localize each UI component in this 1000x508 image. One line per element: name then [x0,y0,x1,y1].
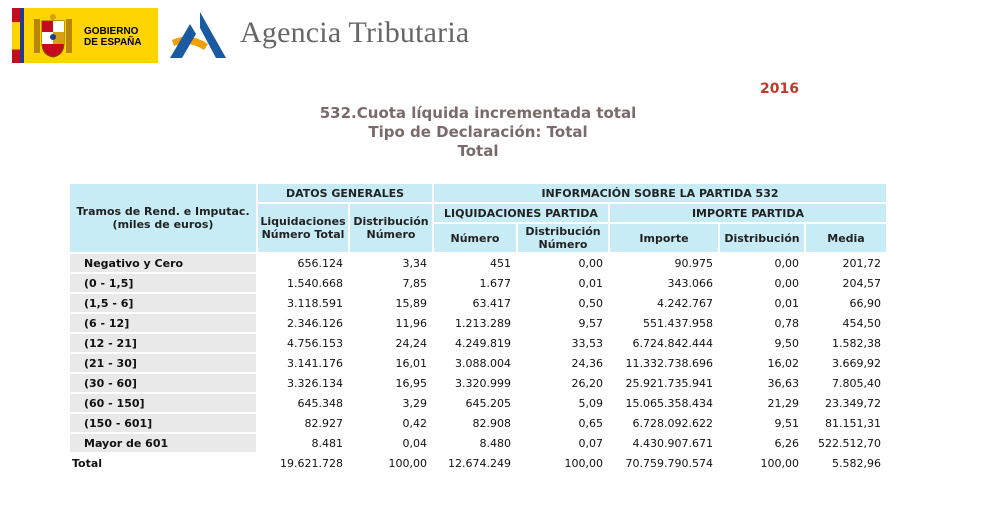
cell: 0,00 [518,254,608,272]
cell: 5.582,96 [806,454,886,472]
row-label: (0 - 1,5] [70,274,256,292]
col-numero: Número [434,224,516,252]
cell: 1.213.289 [434,314,516,332]
year-label: 2016 [760,81,799,97]
cell: 63.417 [434,294,516,312]
cell: 24,24 [350,334,432,352]
cell: 656.124 [258,254,348,272]
title-line-2: Tipo de Declaración: Total [368,123,588,141]
cell: 21,29 [720,394,804,412]
agencia-tributaria-logo-icon [168,10,228,62]
cell: 3.088.004 [434,354,516,372]
cell: 66,90 [806,294,886,312]
cell: 9,51 [720,414,804,432]
cell: 3,34 [350,254,432,272]
col-media: Media [806,224,886,252]
page-header [12,8,472,64]
cell: 8.481 [258,434,348,452]
table-row [70,374,886,392]
row-label: (21 - 30] [70,354,256,372]
col-distribucion-numero: Distribución Número [350,204,432,252]
group-datos-generales: DATOS GENERALES [258,184,432,202]
cell: 3.669,92 [806,354,886,372]
row-label: (60 - 150] [70,394,256,412]
agency-name: Agencia Tributaria [240,16,470,49]
cell: 70.759.790.574 [610,454,718,472]
cell: 19.621.728 [258,454,348,472]
cell: 11.332.738.696 [610,354,718,372]
cell: 23.349,72 [806,394,886,412]
title-line-1: 532.Cuota líquida incrementada total [319,104,637,122]
cell: 0,42 [350,414,432,432]
table-row [70,334,886,352]
cell: 4.756.153 [258,334,348,352]
cell: 0,65 [518,414,608,432]
col-importe: Importe [610,224,718,252]
col-liquidaciones-total: Liquidaciones Número Total [258,204,348,252]
cell: 15.065.358.434 [610,394,718,412]
cell: 26,20 [518,374,608,392]
cell: 204,57 [806,274,886,292]
table-row [70,294,886,312]
col-distribucion-numero-partida: Distribución Número [518,224,608,252]
cell: 11,96 [350,314,432,332]
cell: 4.430.907.671 [610,434,718,452]
cell: 3.118.591 [258,294,348,312]
row-header: Tramos de Rend. e Imputac. (miles de euros) [70,184,256,252]
cell: 3.320.999 [434,374,516,392]
cell: 2.346.126 [258,314,348,332]
cell: 6.724.842.444 [610,334,718,352]
cell: 343.066 [610,274,718,292]
cell: 645.348 [258,394,348,412]
row-label: (1,5 - 6] [70,294,256,312]
cell: 3,29 [350,394,432,412]
cell: 16,95 [350,374,432,392]
flag-stripe-blue [20,8,24,63]
flag-stripe [12,8,20,63]
cell: 36,63 [720,374,804,392]
cell: 82.927 [258,414,348,432]
report-titles [268,104,688,161]
cell: 0,01 [518,274,608,292]
cell: 8.480 [434,434,516,452]
cell: 4.249.819 [434,334,516,352]
cell: 7.805,40 [806,374,886,392]
cell: 100,00 [350,454,432,472]
cell: 551.437.958 [610,314,718,332]
row-label: Mayor de 601 [70,434,256,452]
row-label: (30 - 60] [70,374,256,392]
total-label: Total [70,454,256,472]
group-informacion-partida: INFORMACIÓN SOBRE LA PARTIDA 532 [434,184,886,202]
subgroup-importe-partida: IMPORTE PARTIDA [610,204,886,222]
table-row [70,314,886,332]
cell: 33,53 [518,334,608,352]
cell: 81.151,31 [806,414,886,432]
row-label: (12 - 21] [70,334,256,352]
table-row [70,354,886,372]
cell: 100,00 [720,454,804,472]
gobierno-text: GOBIERNO DE ESPAÑA [84,26,142,48]
row-label: (6 - 12] [70,314,256,332]
cell: 7,85 [350,274,432,292]
cell: 522.512,70 [806,434,886,452]
title-line-3: Total [457,142,499,160]
table-row [70,254,886,272]
cell: 0,04 [350,434,432,452]
gobierno-espana-logo [12,8,158,63]
cell: 454,50 [806,314,886,332]
cell: 0,01 [720,294,804,312]
table-row [70,274,886,292]
cell: 12.674.249 [434,454,516,472]
row-label: (150 - 601] [70,414,256,432]
table-row [70,414,886,432]
cell: 0,50 [518,294,608,312]
table-row [70,434,886,452]
cell: 6,26 [720,434,804,452]
cell: 9,57 [518,314,608,332]
cell: 1.540.668 [258,274,348,292]
cell: 82.908 [434,414,516,432]
cell: 16,02 [720,354,804,372]
cell: 0,07 [518,434,608,452]
cell: 15,89 [350,294,432,312]
cell: 645.205 [434,394,516,412]
row-label: Negativo y Cero [70,254,256,272]
cell: 201,72 [806,254,886,272]
statistics-table [68,182,888,474]
cell: 90.975 [610,254,718,272]
cell: 3.141.176 [258,354,348,372]
table-row [70,394,886,412]
cell: 3.326.134 [258,374,348,392]
cell: 0,78 [720,314,804,332]
cell: 4.242.767 [610,294,718,312]
cell: 24,36 [518,354,608,372]
subgroup-liquidaciones-partida: LIQUIDACIONES PARTIDA [434,204,608,222]
total-row [70,454,886,472]
col-distribucion: Distribución [720,224,804,252]
cell: 0,00 [720,274,804,292]
cell: 451 [434,254,516,272]
cell: 6.728.092.622 [610,414,718,432]
cell: 25.921.735.941 [610,374,718,392]
cell: 9,50 [720,334,804,352]
cell: 1.677 [434,274,516,292]
cell: 0,00 [720,254,804,272]
cell: 16,01 [350,354,432,372]
cell: 5,09 [518,394,608,412]
cell: 1.582,38 [806,334,886,352]
cell: 100,00 [518,454,608,472]
coat-of-arms-icon [32,13,74,59]
